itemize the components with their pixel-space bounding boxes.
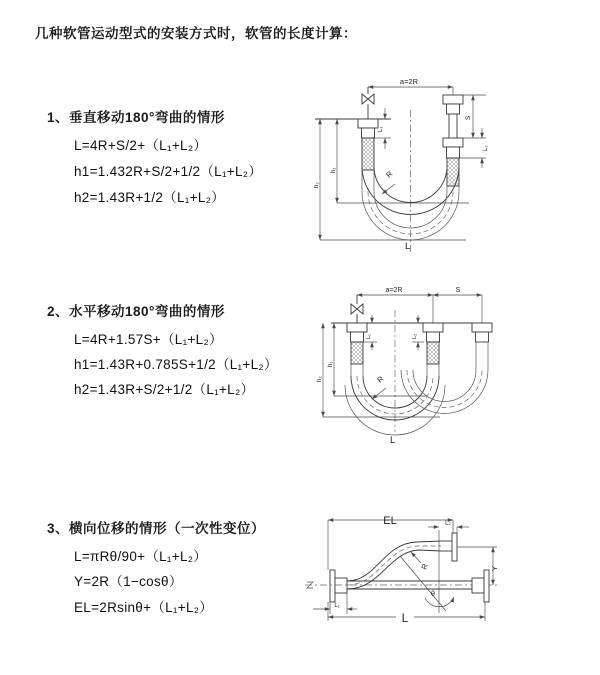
section3-formula-L: L=πRθ/90+（L₁+L₂） (74, 549, 208, 564)
dim-l-total (328, 602, 485, 625)
dim-label-l1: L₁ (334, 603, 340, 609)
dim-label-y: Y (490, 565, 499, 571)
dim-label-l: L (401, 611, 409, 625)
dim-s (433, 287, 482, 323)
dim-label-l2: L₂ (445, 520, 451, 527)
upper-flange (441, 533, 457, 561)
section3-formula-EL: EL=2Rsinθ+（L₁+L₂） (74, 600, 214, 615)
dim-l2 (428, 521, 469, 534)
dim-el (328, 515, 453, 570)
section1-formula-h1: h1=1.432R+S/2+1/2（L₁+L₂） (74, 164, 263, 179)
diagram-lateral-displacement (303, 505, 597, 657)
dim-label-s: S (455, 287, 461, 294)
section1-heading: 1、垂直移动180°弯曲的情形 (47, 110, 225, 125)
valve-icon (362, 87, 374, 119)
dim-label-l2: L₂ (412, 333, 418, 339)
right-flange-moved (472, 323, 492, 342)
valve-icon (351, 295, 363, 323)
middle-flange (423, 323, 443, 364)
label-r (372, 374, 386, 399)
dim-label-l1: L₁ (378, 126, 384, 132)
section2-formula-h2: h2=1.43R+S/2+1/2（L₁+L₂） (74, 382, 255, 397)
dim-a2r (357, 287, 433, 295)
diagram-horizontal-180-bend (306, 282, 598, 454)
dim-label-theta: θ (431, 591, 435, 598)
dim-label-l1: L₁ (366, 334, 372, 339)
dim-label-l2: L₂ (483, 145, 489, 151)
dim-label-h1: h₁ (331, 167, 337, 173)
section3-heading: 3、横向位移的情形（一次性变位） (47, 521, 266, 536)
dim-label-s: S (465, 115, 472, 120)
dim-label-h1: h₁ (328, 361, 334, 367)
section1-formula-h2: h2=1.43R+1/2（L₁+L₂） (74, 190, 225, 205)
left-flange (347, 323, 367, 364)
section2-heading: 2、水平移动180°弯曲的情形 (47, 304, 225, 319)
left-flange (307, 570, 347, 602)
right-flange-upper (443, 95, 463, 138)
dim-l1 (364, 315, 377, 350)
dim-label-a2r: a=2R (385, 287, 403, 294)
page-title: 几种软管运动型式的安装方式时，软管的长度计算： (35, 26, 357, 41)
dim-l2 (482, 128, 489, 168)
angle-theta (400, 530, 454, 613)
hose-u-bend-moved (401, 342, 488, 414)
section2-formula-L: L=4R+1.57S+（L₁+L₂） (74, 332, 223, 347)
dim-label-l-total: L (390, 435, 396, 446)
dim-label-r: R (384, 169, 395, 180)
section3-formula-Y: Y=2R（1−cosθ） (74, 574, 183, 589)
right-flange-lower (443, 138, 463, 186)
dim-a2r (368, 77, 453, 95)
dim-label-h2: h₂ (314, 182, 320, 188)
dim-label-a2r: a=2R (399, 77, 419, 86)
section2-formula-h1: h1=1.43R+0.785S+1/2（L₁+L₂） (74, 357, 278, 372)
dim-label-l-total: L (405, 241, 411, 252)
dim-label-r: R (419, 562, 430, 571)
straight-pipe-position (347, 570, 489, 602)
dim-label-h2: h₂ (317, 376, 323, 382)
dim-label-r: R (375, 374, 386, 385)
left-flange (358, 119, 378, 170)
label-r (382, 169, 395, 194)
dim-l2 (412, 315, 424, 350)
dim-l1 (375, 108, 391, 149)
section1-formula-L: L=4R+S/2+（L₁+L₂） (74, 138, 208, 153)
dim-label-el: EL (383, 515, 397, 527)
diagram-vertical-180-bend (312, 70, 600, 262)
label-r (411, 552, 430, 571)
